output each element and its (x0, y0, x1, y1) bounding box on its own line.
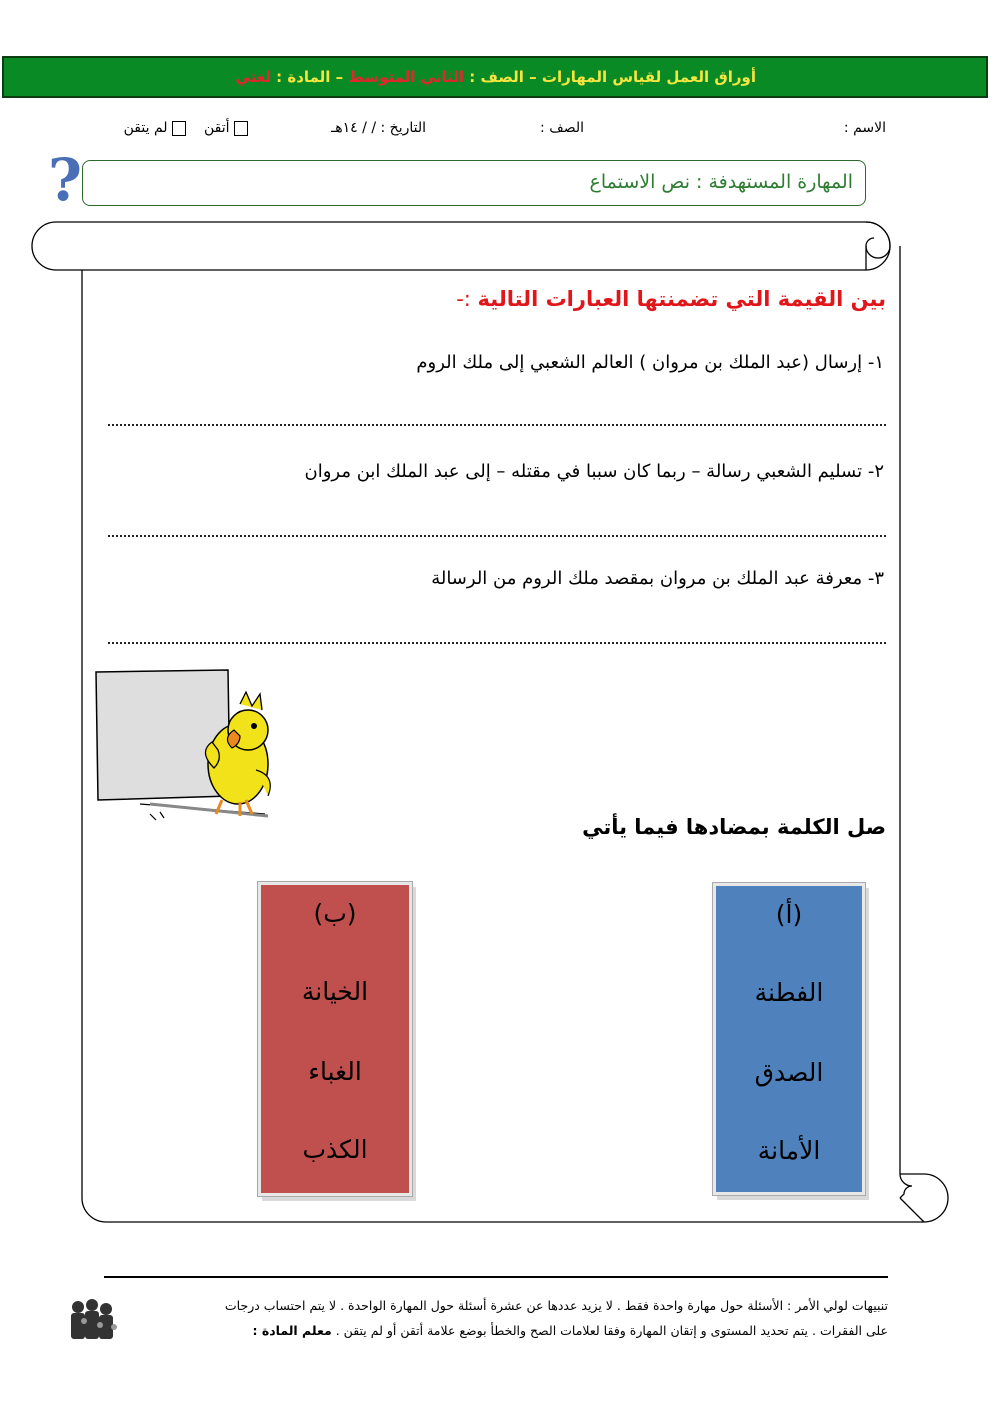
column-b-box (258, 882, 412, 1196)
answer-line-2[interactable] (108, 535, 886, 537)
mastered-label: أتقن (204, 120, 230, 136)
column-a-word-3[interactable]: الأمانة (757, 1136, 821, 1165)
column-b-word-2[interactable]: الغباء (308, 1057, 362, 1086)
question-mark-icon: ? (48, 146, 82, 214)
question-item-1: ١- إرسال (عبد الملك بن مروان ) العالم الشعبي إلى ملك الروم (416, 352, 884, 373)
column-b-word-3[interactable]: الكذب (302, 1135, 368, 1164)
section2-heading: صل الكلمة بمضادها فيما يأتي (582, 815, 886, 839)
column-a-box (713, 883, 865, 1195)
column-a-word-1[interactable]: الفطنة (754, 978, 824, 1007)
banner-title: أوراق العمل لقياس المهارات – الصف : الثاني المتوسط – المادة : لغتي (235, 68, 756, 86)
column-a-header: (أ) (775, 900, 803, 929)
question-item-3: ٣- معرفة عبد الملك بن مروان بمقصد ملك الروم من الرسالة (431, 568, 884, 589)
name-label: الاسم : (843, 120, 886, 136)
skill-text: المهارة المستهدفة : نص الاستماع (589, 171, 853, 193)
not-mastered-label: لم يتقن (123, 120, 168, 136)
section1-instruction: بين القيمة التي تضمنتها العبارات التالية :- (456, 287, 886, 311)
column-a-word-2[interactable]: الصدق (754, 1058, 824, 1087)
people-logo-icon (68, 1297, 122, 1343)
footer-note-line-1: تنبيهات لولي الأمر : الأسئلة حول مهارة واحدة فقط . لا يزيد عددها عن عشرة أسئلة حول المهارة الواحدة . لا يتم احتساب درجات (224, 1298, 888, 1313)
teacher-label: معلم المادة : (252, 1323, 332, 1338)
column-b-word-1[interactable]: الخيانة (301, 977, 369, 1006)
answer-line-1[interactable] (108, 424, 886, 426)
bird-sign-illustration (90, 664, 280, 826)
column-b-header: (ب) (313, 899, 357, 928)
footer-note-line-2: على الفقرات . يتم تحديد المستوى و إتقان المهارة وفقا لعلامات الصح والخطأ بوضع علامة أتقن أو لم يتقن . معلم المادة : (252, 1323, 888, 1338)
date-label: التاريخ : / / ١٤هـ (331, 120, 426, 136)
class-label: الصف : (540, 120, 584, 136)
footer-divider (104, 1276, 888, 1278)
answer-line-3[interactable] (108, 642, 886, 644)
question-item-2: ٢- تسليم الشعبي رسالة – ربما كان سببا في مقتله – إلى عبد الملك ابن مروان (304, 461, 884, 482)
